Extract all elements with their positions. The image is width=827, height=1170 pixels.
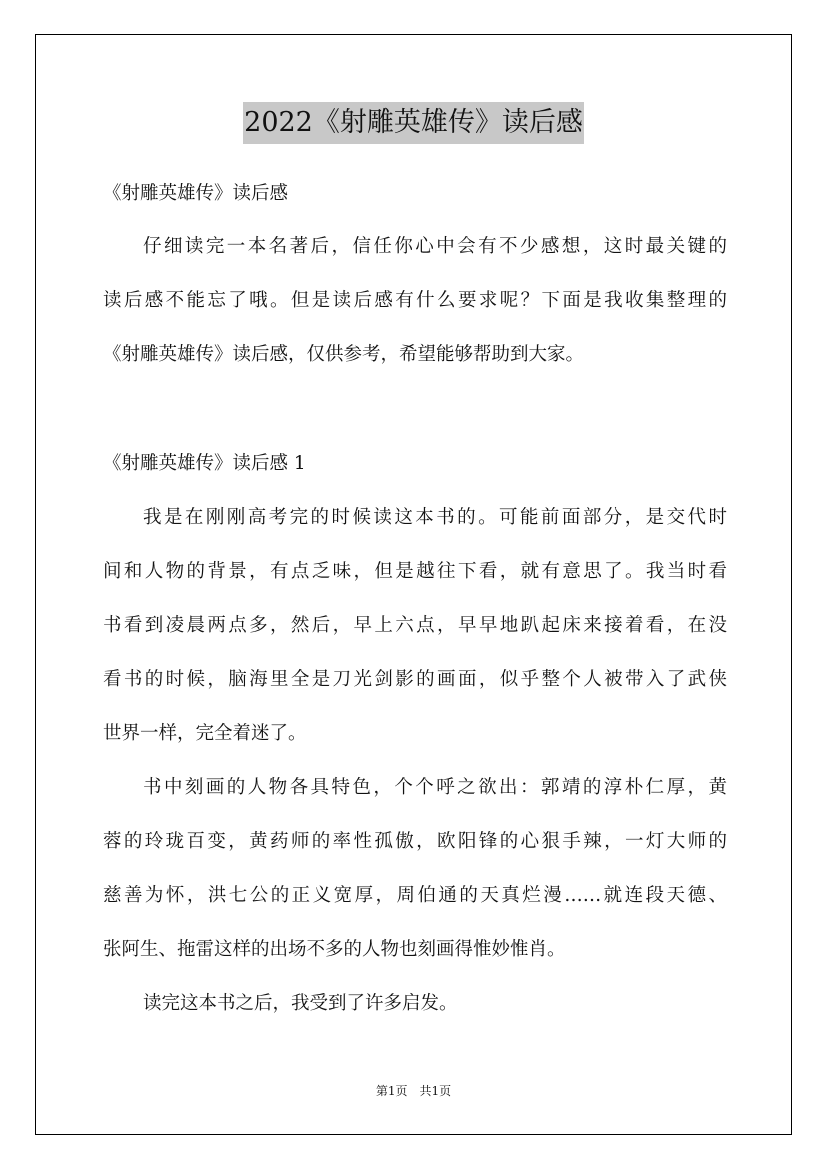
document-title-wrapper — [0, 101, 827, 144]
para2-line-3: 慈善为怀，洪七公的正义宽厚，周伯通的天真烂漫……就连段天德、 — [103, 885, 727, 906]
para2-line-4: 张阿生、拖雷这样的出场不多的人物也刻画得惟妙惟肖。 — [103, 939, 566, 960]
intro-line-1: 仔细读完一本名著后，信任你心中会有不少感想，这时最关键的 — [143, 236, 727, 257]
para1-line-2: 间和人物的背景，有点乏味，但是越往下看，就有意思了。我当时看 — [103, 561, 727, 582]
para1-line-1: 我是在刚刚高考完的时候读这本书的。可能前面部分，是交代时 — [143, 507, 727, 528]
para2-line-2: 蓉的玲珑百变，黄药师的率性孤傲，欧阳锋的心狠手辣，一灯大师的 — [103, 831, 727, 852]
para1-line-3: 书看到凌晨两点多，然后，早上六点，早早地趴起床来接着看，在没 — [103, 615, 727, 636]
document-subtitle: 《射雕英雄传》读后感 — [103, 183, 289, 204]
intro-line-3: 《射雕英雄传》读后感，仅供参考，希望能够帮助到大家。 — [103, 344, 585, 365]
intro-line-2: 读后感不能忘了哦。但是读后感有什么要求呢？下面是我收集整理的 — [103, 290, 727, 311]
para2-line-1: 书中刻画的人物各具特色，个个呼之欲出：郭靖的淳朴仁厚，黄 — [143, 777, 727, 798]
para1-line-4: 看书的时候，脑海里全是刀光剑影的画面，似乎整个人被带入了武侠 — [103, 669, 727, 690]
para1-line-5: 世界一样，完全着迷了。 — [103, 723, 307, 744]
page-footer: 第1页 共1页 — [375, 1084, 452, 1098]
document-title: 2022《射雕英雄传》读后感 — [243, 102, 584, 144]
para3-line-1: 读完这本书之后，我受到了许多启发。 — [143, 993, 458, 1014]
section-heading-1: 《射雕英雄传》读后感 1 — [103, 453, 306, 474]
